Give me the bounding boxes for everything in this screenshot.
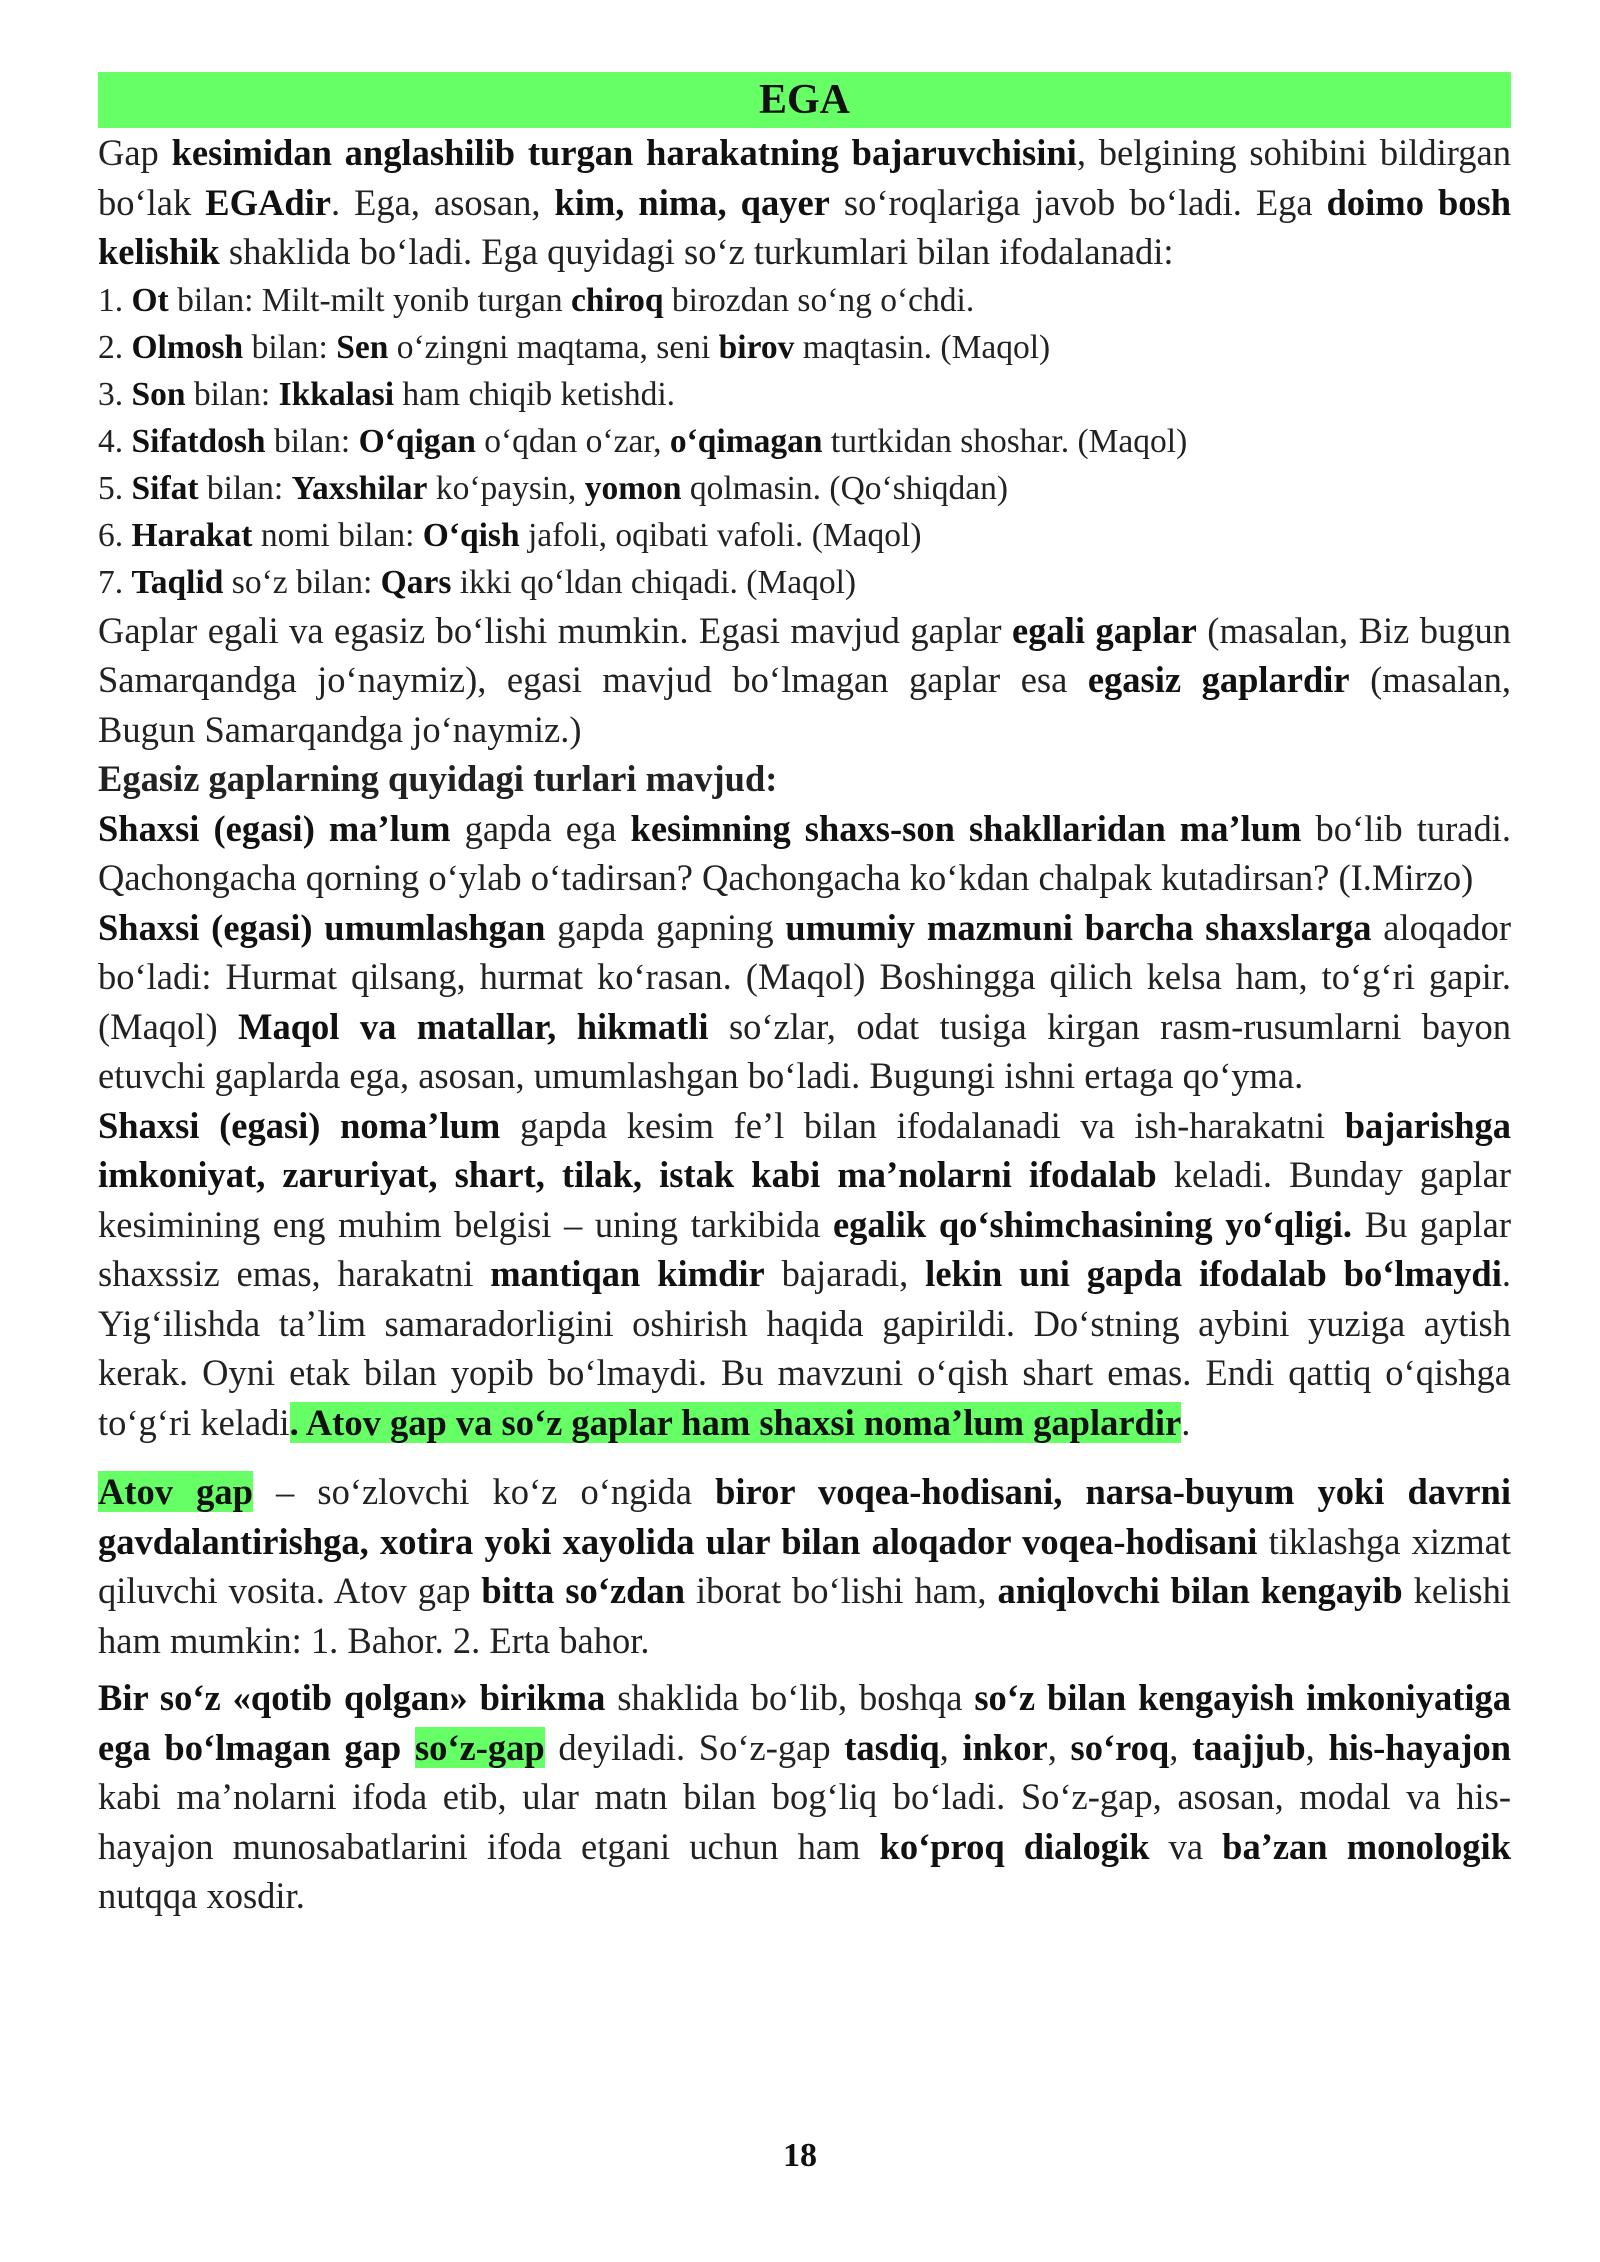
text-span: so‘zlar, odat tusiga kirgan rasm-rusumlarni bayon etuvchi gaplarda ega, asosan, umumlashgan bo‘ladi. Bugungi ishni ertaga qo‘yma. (98, 1005, 1511, 1096)
text-span: , (1169, 1726, 1193, 1768)
list-item (98, 371, 1511, 418)
bold-span: so‘roq (1070, 1726, 1170, 1768)
egasiz-heading: Egasiz gaplarning quyidagi turlari mavjud: (98, 758, 778, 799)
text-span: . Ega, asosan, (331, 181, 555, 223)
bold-span: kesimidan anglashilib turgan harakatning bajaruvchisini (171, 132, 1077, 173)
bold-span: bitta so‘zdan (481, 1570, 686, 1611)
bold-span: Maqol va matallar, hikmatli (238, 1005, 709, 1047)
umumlashgan-paragraph (98, 903, 1511, 1101)
text-span: va (1149, 1825, 1223, 1867)
bold-span: ko‘proq dialogik (879, 1825, 1150, 1867)
text-span: , (1047, 1726, 1071, 1768)
text-span: ko‘paysin, (427, 469, 585, 507)
bold-span: Shaxsi (egasi) ma’lum (98, 807, 451, 849)
text-span: shaklida bo‘lib, boshqa (605, 1677, 975, 1718)
section-title: EGA (98, 72, 1511, 128)
bold-span: Ikkalasi (278, 375, 395, 413)
text-span (401, 1727, 415, 1768)
list-item (98, 559, 1511, 606)
highlighted-term: so‘z-gap (414, 1726, 545, 1768)
text-span: Bu gaplar shaxssiz emas, harakatni (98, 1203, 1511, 1294)
sozgap-paragraph (98, 1673, 1511, 1921)
bold-span: egalik qo‘shimchasining yo‘qligi. (832, 1203, 1353, 1245)
bold-span: aniqlovchi bilan kengayib (997, 1570, 1403, 1611)
text-span: , (1305, 1726, 1329, 1768)
text-span: nutqqa xosdir. (98, 1875, 305, 1916)
text-span: bilan: (198, 469, 292, 507)
bold-span: Taqlid (131, 563, 224, 601)
list-item (98, 324, 1511, 371)
bold-span: yomon (584, 469, 682, 507)
text-span: bo‘lib turadi. Qachongacha qorning o‘ylab o‘tadirsan? Qachongacha ko‘kdan chalpak kutadirsan? (I.Mirzo) (98, 807, 1511, 898)
text-span: bilan: (243, 328, 337, 366)
text-span: maqtasin. (Maqol) (794, 328, 1051, 366)
bold-span: bajarishga imkoniyat, zaruriyat, shart, tilak, istak kabi ma’nolarni ifodalab (98, 1104, 1511, 1195)
text-span: so‘z bilan: (223, 563, 381, 601)
bold-span: Bir so‘z «qotib qolgan» birikma (98, 1677, 606, 1718)
text-span: qolmasin. (Qo‘shiqdan) (681, 469, 1009, 507)
text-span: nomi bilan: (252, 516, 423, 554)
bold-span: kesimning shaxs-son shakllaridan ma’lum (630, 807, 1302, 849)
list-number: 4. (98, 422, 132, 460)
bold-span: Sen (336, 328, 389, 366)
bold-span: Son (131, 375, 186, 413)
bold-span: o‘qimagan (669, 422, 823, 460)
egali-paragraph (98, 606, 1511, 755)
text-span: . Yig‘ilishda ta’lim samaradorligini oshirish haqida gapirildi. Do‘stning aybini yuziga aytish kerak. Oyni etak bilan yopib bo‘lmaydi. Bu mavzuni o‘qish shart emas. Endi qattiq o‘qishga to‘g‘ri keladi (98, 1253, 1511, 1443)
list-item (98, 465, 1511, 512)
text-span: Gap (98, 132, 172, 173)
bold-span: inkor (962, 1726, 1048, 1768)
bold-span: mantiqan kimdir (490, 1253, 765, 1294)
bold-span: his-hayajon (1328, 1726, 1512, 1768)
bold-span: O‘qish (422, 516, 520, 554)
bold-span: tasdiq (844, 1726, 940, 1768)
intro-paragraph (98, 128, 1511, 277)
bold-span: biror voqea-hodisani, narsa-buyum yoki davrni gavdalantirishga, xotira yoki xayolida ular bilan aloqador voqea-hodisani (98, 1471, 1511, 1562)
list-number: 2. (98, 328, 132, 366)
bold-span: Shaxsi (egasi) noma’lum (98, 1104, 501, 1146)
text-span: , (939, 1726, 963, 1768)
text-span: keladi. Bunday gaplar kesimining eng muhim belgisi – uning tarkibida (98, 1154, 1511, 1245)
bold-span: Sifatdosh (131, 422, 266, 460)
list-item (98, 418, 1511, 465)
bold-span: Olmosh (131, 328, 244, 366)
bold-span: chiroq (571, 281, 664, 319)
nomalum-paragraph (98, 1101, 1511, 1448)
page-content (98, 72, 1511, 1921)
text-span: gapda kesim fe’l bilan ifodalanadi va ish-harakatni (500, 1104, 1345, 1146)
bold-span: so‘z bilan kengayish imkoniyatiga ega bo‘lmagan gap (98, 1677, 1511, 1768)
bold-span: O‘qigan (358, 422, 476, 460)
text-span: birozdan so‘ng o‘chdi. (663, 281, 975, 319)
text-span: jafoli, oqibati vafoli. (Maqol) (519, 516, 922, 554)
text-span: Gaplar egali va egasiz bo‘lishi mumkin. Egasi mavjud gaplar (98, 609, 1013, 651)
text-span: so‘roqlariga javob bo‘ladi. Ega (829, 181, 1327, 223)
text-span: (masalan, Biz bugun Samarqandga jo‘naymiz), egasi mavjud bo‘lmagan gaplar esa (98, 609, 1511, 700)
bold-span: kim, nima, qayer (554, 181, 830, 223)
text-span: bajaradi, (764, 1253, 926, 1294)
atov-paragraph (98, 1467, 1511, 1665)
text-span: deyiladi. So‘z-gap (544, 1726, 845, 1768)
text-span: tiklashga xizmat qiluvchi vosita. Atov gap (98, 1520, 1511, 1611)
bold-span: taajjub (1192, 1726, 1306, 1768)
text-span: aloqador bo‘ladi: Hurmat qilsang, hurmat ko‘rasan. (Maqol) Boshingga qilich kelsa ham, to‘g‘ri gapir. (Maqol) (98, 906, 1511, 1047)
list-number: 6. (98, 516, 132, 554)
text-span: kelishi ham mumkin: 1. Bahor. 2. Erta bahor. (98, 1570, 1511, 1661)
bold-span: EGAdir (205, 181, 331, 223)
text-span: gapda gapning (545, 906, 786, 948)
list-number: 3. (98, 375, 132, 413)
list-number: 5. (98, 469, 132, 507)
bold-span: ba’zan monologik (1222, 1825, 1511, 1867)
bold-span: Ot (131, 281, 169, 319)
list-number: 7. (98, 563, 132, 601)
bold-span: egali gaplar (1012, 609, 1197, 651)
bold-span: birov (718, 328, 795, 366)
bold-span: Shaxsi (egasi) umumlashgan (98, 906, 546, 948)
malum-paragraph (98, 804, 1511, 903)
list-item (98, 277, 1511, 324)
highlighted-term: Atov gap (98, 1471, 253, 1512)
bold-span: doimo bosh kelishik (98, 181, 1511, 272)
text-span: kabi ma’nolarni ifoda etib, ular matn bilan bog‘liq bo‘ladi. So‘z-gap, asosan, modal va his-hayajon munosabatlarini ifoda etgani uchun ham (98, 1776, 1511, 1867)
text-span: , belgining sohibini bildirgan bo‘lak (98, 132, 1511, 223)
text-span: o‘zingni maqtama, seni (388, 328, 719, 366)
bold-span: Harakat (131, 516, 253, 554)
bold-span: Sifat (131, 469, 199, 507)
page-number: 18 (783, 2137, 817, 2174)
text-span: . (1181, 1401, 1191, 1443)
text-span: ham chiqib ketishdi. (394, 375, 676, 413)
word-class-list (98, 277, 1511, 606)
list-item (98, 512, 1511, 559)
text-span: – so‘zlovchi ko‘z o‘ngida (252, 1471, 716, 1512)
text-span: iborat bo‘lishi ham, (685, 1570, 998, 1611)
text-span: bilan: Milt-milt yonib turgan (168, 281, 572, 319)
text-span: bilan: (265, 422, 359, 460)
text-span: turtkidan shoshar. (Maqol) (822, 422, 1188, 460)
list-number: 1. (98, 281, 132, 319)
text-span: bilan: (185, 375, 279, 413)
text-span: ikki qo‘ldan chiqadi. (Maqol) (451, 563, 857, 601)
bold-span: lekin uni gapda ifodalab bo‘lmaydi (925, 1253, 1502, 1294)
text-span: shaklida bo‘ladi. Ega quyidagi so‘z turkumlari bilan ifodalanadi: (219, 231, 1174, 272)
text-span: gapda ega (450, 807, 631, 849)
text-span: o‘qdan o‘zar, (475, 422, 670, 460)
bold-span: Yaxshilar (291, 469, 428, 507)
bold-span: Qars (380, 563, 452, 601)
bold-span: egasiz gaplardir (1087, 659, 1350, 700)
highlighted-span: . Atov gap va so‘z gaplar ham shaxsi noma’lum gaplardir (289, 1401, 1182, 1443)
bold-span: umumiy mazmuni barcha shaxslarga (785, 906, 1372, 948)
text-span: (masalan, Bugun Samarqandga jo‘naymiz.) (98, 659, 1511, 750)
